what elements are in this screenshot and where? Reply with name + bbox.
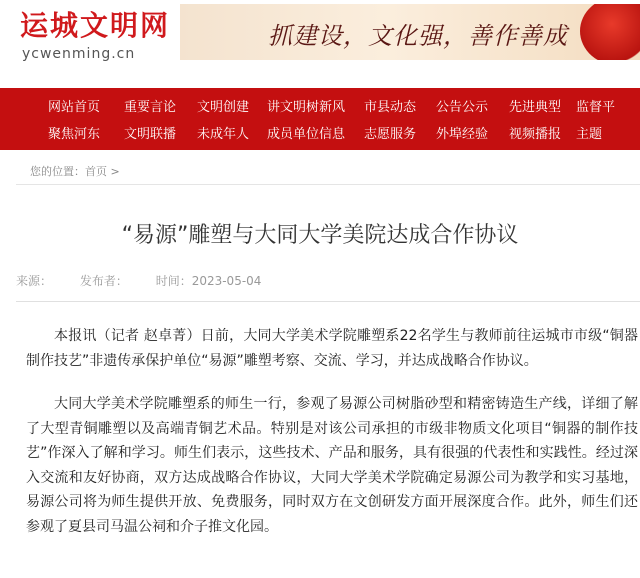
- nav-item-announcements[interactable]: 公告公示: [435, 100, 488, 115]
- nav-item-broadcast[interactable]: 文明联播: [123, 127, 176, 142]
- nav-item-topics[interactable]: 主题: [576, 127, 603, 142]
- nav-item-supervision[interactable]: 监督平: [576, 100, 616, 115]
- breadcrumb[interactable]: 您的位置：首页 >: [30, 165, 120, 178]
- page-title: “易源”雕塑与大同大学美院达成合作协议: [121, 223, 519, 248]
- main-nav: [0, 88, 640, 150]
- article-paragraph: 大同大学美术学院雕塑系的师生一行，参观了易源公司树脂砂型和精密铸造生产线，详细了解了大型青铜雕塑以及高端青铜艺术品。特别是对该公司承担的市级非物质文化项目“铜器的制作技艺”作深入了解和学习。师生们表示，这些技术、产品和服务，具有很强的代表性和实践性。经过深入交流和友好协商，双方达成战略合作协议，大同大学美术学院确定易源公司为教学和实习基地，易源公司将为师生提供开放、免费服务，同时双方在文创研发方面开展深度合作。此外，师生们还参观了夏县司马温公祠和介子推文化园。: [26, 396, 638, 535]
- article-paragraph: 本报讯（记者 赵卓菁）日前，大同大学美术学院雕塑系22名学生与教师前往运城市市级“铜器制作技艺”非遗传承保护单位“易源”雕塑考察、交流、学习，并达成战略合作协议。: [26, 328, 638, 369]
- nav-item-external[interactable]: 外埠经验: [435, 127, 488, 142]
- site-logo[interactable]: 运城文明网: [20, 9, 171, 42]
- article-meta: [16, 272, 285, 289]
- nav-item-hedong[interactable]: 聚焦河东: [47, 127, 100, 142]
- divider: [16, 301, 640, 302]
- article-body: [26, 324, 638, 558]
- nav-item-speeches[interactable]: 重要言论: [123, 100, 176, 115]
- nav-item-home[interactable]: 网站首页: [47, 100, 100, 115]
- publish-time: 时间：2023-05-04: [155, 274, 262, 288]
- site-header: [0, 0, 640, 84]
- divider: [16, 184, 640, 185]
- nav-item-volunteer[interactable]: 志愿服务: [363, 127, 416, 142]
- nav-row-1: [0, 94, 632, 122]
- nav-item-new-trend[interactable]: 讲文明树新风: [266, 100, 345, 115]
- nav-item-civilization[interactable]: 文明创建: [196, 100, 249, 115]
- nav-row-2: [0, 121, 632, 149]
- banner-decoration: [580, 4, 640, 60]
- nav-item-minors[interactable]: 未成年人: [196, 127, 249, 142]
- publisher-label: 发布者：: [79, 274, 128, 288]
- nav-item-role-models[interactable]: 先进典型: [508, 100, 561, 115]
- banner-slogan: 抓建设，文化强，善作善成: [268, 22, 568, 50]
- source-label: 来源：: [16, 274, 53, 288]
- nav-item-video[interactable]: 视频播报: [508, 127, 561, 142]
- site-domain: ycwenming.cn: [22, 46, 136, 62]
- nav-item-county-news[interactable]: 市县动态: [363, 100, 416, 115]
- header-banner: [180, 4, 640, 60]
- nav-item-member-units[interactable]: 成员单位信息: [266, 127, 345, 142]
